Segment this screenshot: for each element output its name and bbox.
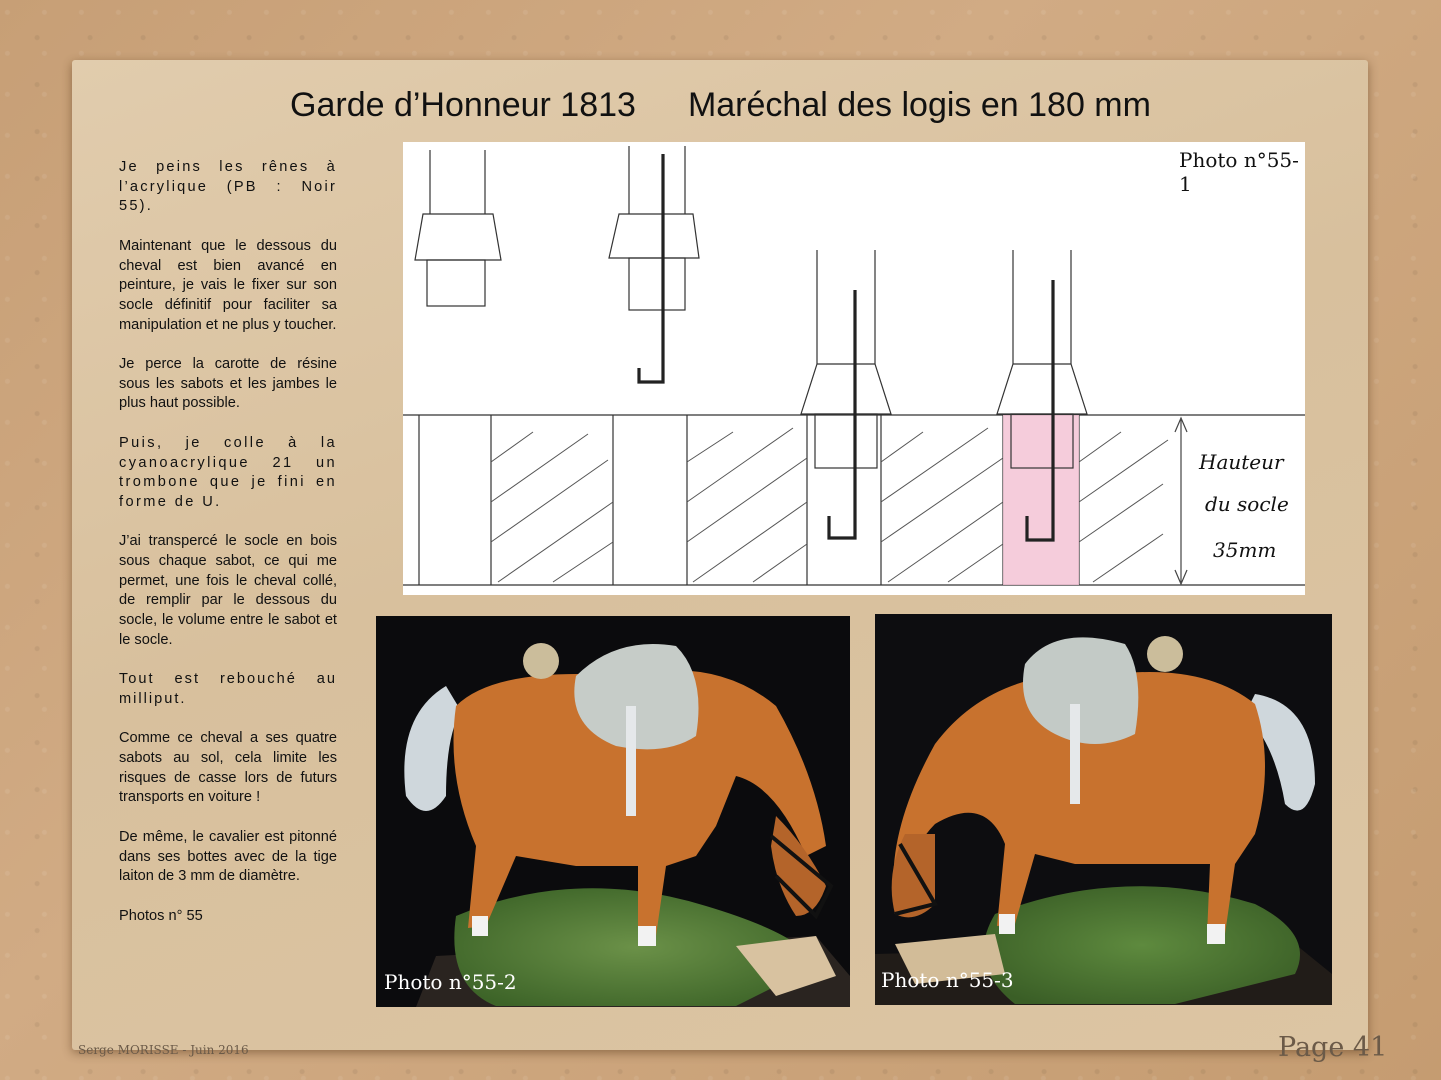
paragraph: Photos n° 55: [119, 907, 203, 924]
horse-photo-right: [875, 614, 1332, 1005]
horse-photo-left: [376, 616, 850, 1007]
paragraph: Puis, je colle à la cyanoacrylique 21 un trombone que je fini en forme de U.: [119, 434, 337, 510]
page-number: Page 41: [1278, 1032, 1388, 1063]
photo-3-caption: Photo n°55-3: [881, 968, 1014, 992]
paragraph: Je perce la carotte de résine sous les sabots et les jambes le plus haut possible.: [119, 356, 337, 412]
title-part-1: Garde d’Honneur 1813: [290, 86, 636, 124]
sketch-figure: [403, 142, 1305, 595]
mounting-sketch: [403, 142, 1305, 595]
horse-illustration-left: [376, 616, 850, 1007]
photo-2-caption: Photo n°55-2: [384, 970, 517, 994]
horse-illustration-right: [875, 614, 1332, 1005]
paragraph: Maintenant que le dessous du cheval est bien avancé en peinture, je vais le fixer sur son socle définitif pour faciliter sa manipulation et ne plus y toucher.: [119, 237, 337, 333]
paragraph: Je peins les rênes à l’acrylique (PB : Noir 55).: [119, 159, 337, 215]
paragraph: Comme ce cheval a ses quatre sabots au sol, cela limite les risques de casse lors de futurs transports en voiture !: [119, 730, 337, 806]
title-part-2: Maréchal des logis en 180 mm: [687, 86, 1151, 124]
page-title: [0, 86, 1441, 125]
sketch-caption: Photo n°55-1: [1179, 148, 1299, 196]
text-column: [119, 158, 337, 946]
sketch-note-line3: 35mm: [1213, 538, 1277, 562]
footer-author: Serge MORISSE - Juin 2016: [78, 1043, 249, 1057]
paragraph: De même, le cavalier est pitonné dans ses bottes avec de la tige laiton de 3 mm de diamètre.: [119, 828, 337, 885]
paragraph: Tout est rebouché au milliput.: [119, 671, 337, 707]
sketch-note-line1: Hauteur: [1199, 450, 1284, 474]
paragraph: J’ai transpercé le socle en bois sous chaque sabot, ce qui me permet, une fois le cheval collé, de remplir par le dessous du socle, le volume entre le sabot et le socle.: [119, 533, 337, 648]
sketch-note-line2: du socle: [1205, 492, 1289, 516]
